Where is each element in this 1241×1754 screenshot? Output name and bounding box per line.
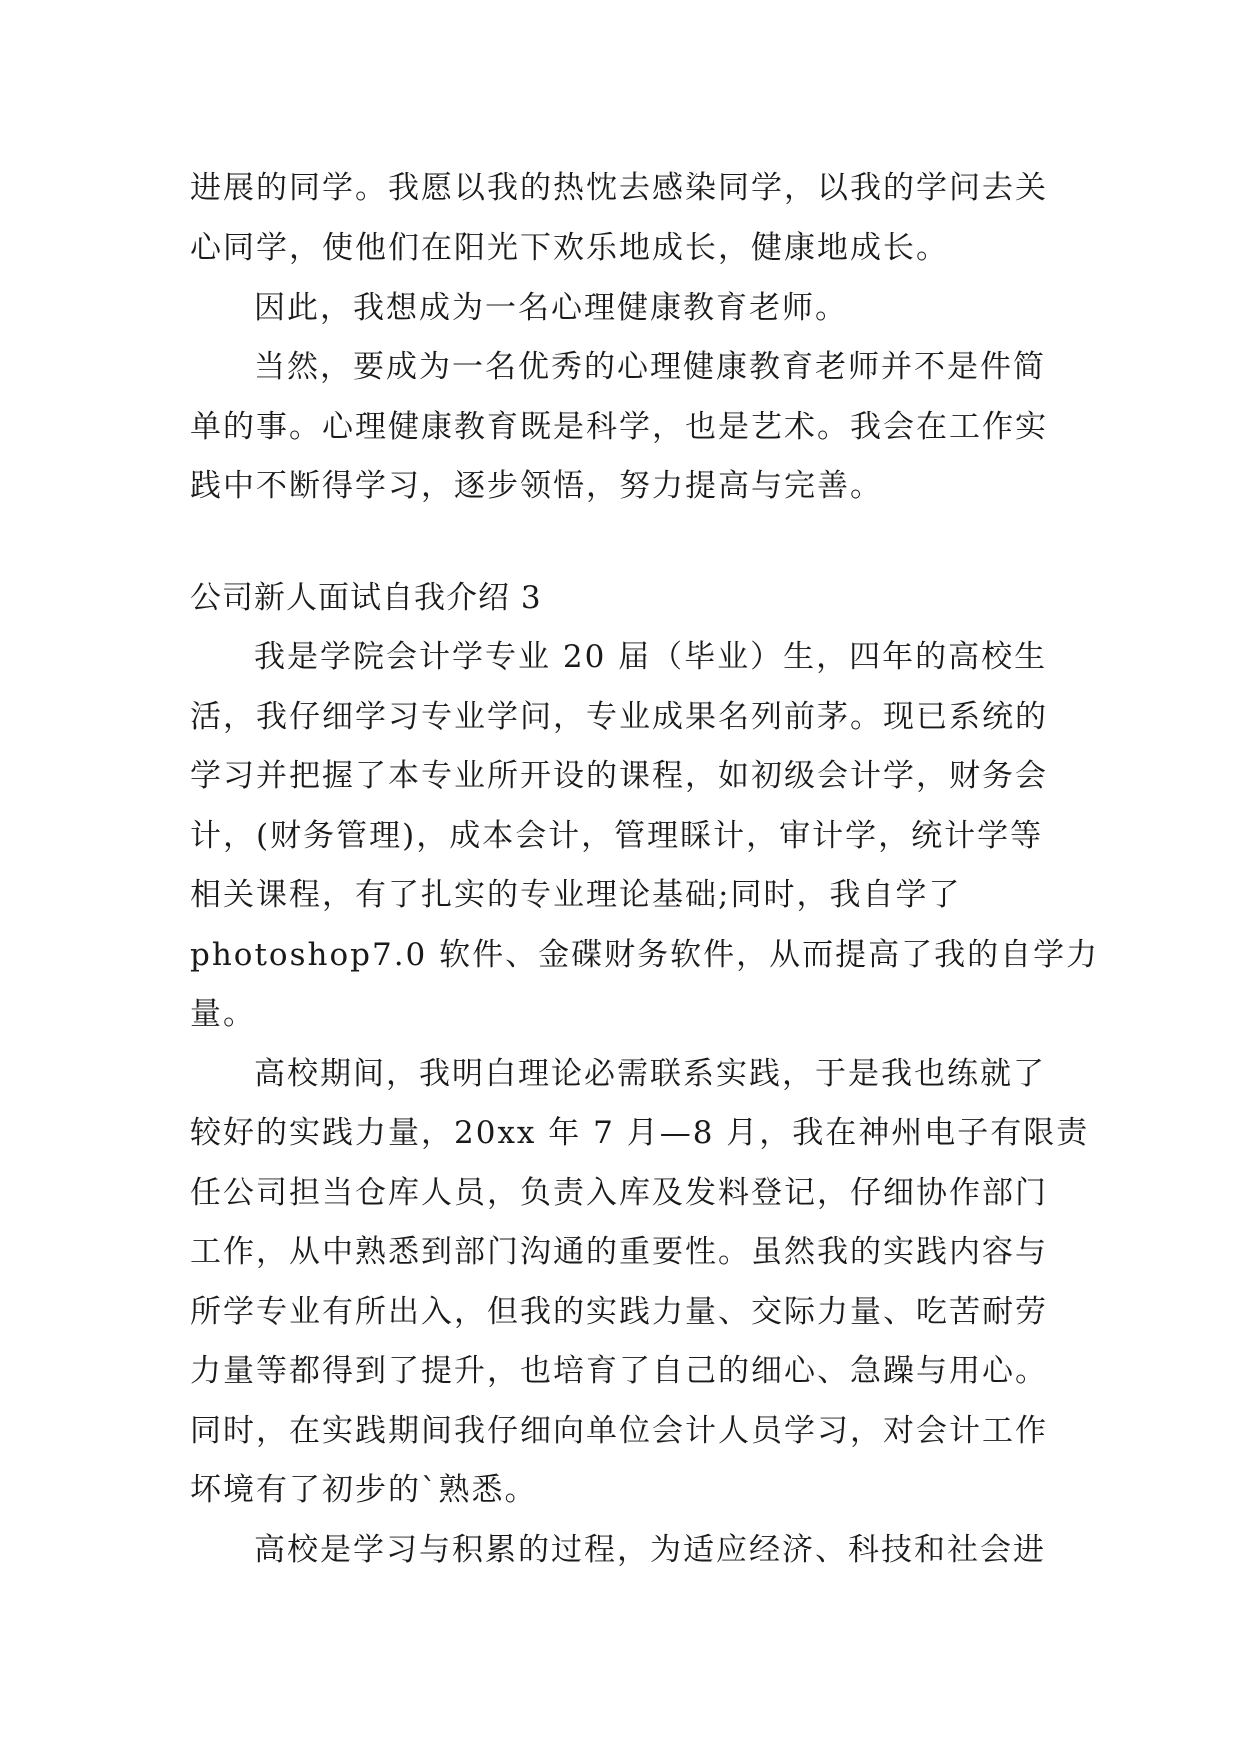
text-line: 当然，要成为一名优秀的心理健康教育老师并不是件简 — [254, 349, 1046, 385]
text-line: 因此，我想成为一名心理健康教育老师。 — [254, 290, 848, 326]
text-line: 践中不断得学习，逐步领悟，努力提高与完善。 — [190, 468, 883, 504]
text-line: 所学专业有所出入，但我的实践力量、交际力量、吃苦耐劳 — [190, 1294, 1048, 1330]
text-line: 坏境有了初步的`熟悉。 — [190, 1472, 538, 1508]
text-line: 学习并把握了本专业所开设的课程，如初级会计学，财务会 — [190, 758, 1048, 794]
text-line: 活，我仔细学习专业学问，专业成果名列前茅。现已系统的 — [190, 699, 1048, 735]
section-heading: 公司新人面试自我介绍 3 — [190, 580, 542, 616]
text-line: 力量等都得到了提升，也培育了自己的细心、急躁与用心。 — [190, 1353, 1048, 1389]
text-line: 心同学，使他们在阳光下欢乐地成长，健康地成长。 — [190, 230, 949, 266]
text-line: 单的事。心理健康教育既是科学，也是艺术。我会在工作实 — [190, 409, 1048, 445]
text-line: 进展的同学。我愿以我的热忱去感染同学，以我的学问去关 — [190, 170, 1048, 206]
text-line: 高校期间，我明白理论必需联系实践，于是我也练就了 — [254, 1056, 1046, 1092]
text-line: 较好的实践力量，20xx 年 7 月—8 月，我在神州电子有限责 — [190, 1115, 1090, 1151]
text-line: photoshop7.0 软件、金碟财务软件，从而提高了我的自学力 — [190, 937, 1100, 973]
text-line: 工作，从中熟悉到部门沟通的重要性。虽然我的实践内容与 — [190, 1234, 1048, 1270]
text-line: 相关课程，有了扎实的专业理论基础;同时，我自学了 — [190, 877, 962, 913]
text-line: 我是学院会计学专业 20 届（毕业）生，四年的高校生 — [254, 639, 1048, 675]
text-line: 同时，在实践期间我仔细向单位会计人员学习，对会计工作 — [190, 1413, 1048, 1449]
text-line: 量。 — [190, 996, 256, 1032]
text-line: 计，(财务管理)，成本会计，管理睬计，审计学，统计学等 — [190, 818, 1044, 854]
text-line: 任公司担当仓库人员，负责入库及发料登记，仔细协作部门 — [190, 1175, 1048, 1211]
text-line: 高校是学习与积累的过程，为适应经济、科技和社会进 — [254, 1532, 1046, 1568]
